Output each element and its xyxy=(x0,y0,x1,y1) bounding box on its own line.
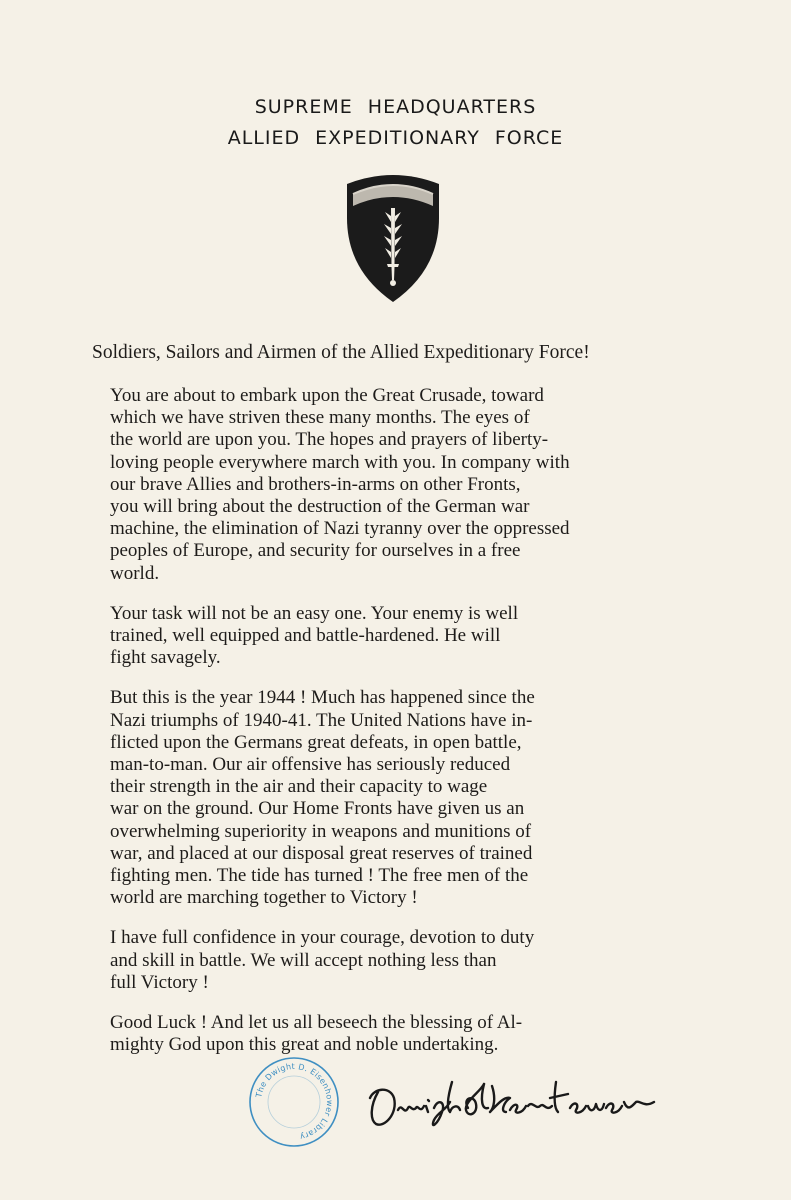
text-line: You are about to embark upon the Great Crusade, toward xyxy=(110,385,544,406)
text-line: you will bring about the destruction of the German war xyxy=(110,496,530,518)
text-line: But this is the year 1944 ! Much has happened since the xyxy=(110,687,535,709)
paragraph-1 xyxy=(110,385,670,585)
text-line: man-to-man. Our air offensive has seriously reduced xyxy=(110,754,511,776)
text-line: loving people everywhere march with you. In company with xyxy=(110,451,570,473)
text-line: fighting men. The tide has turned ! The free men of the xyxy=(110,865,529,887)
text-line: fight savagely. xyxy=(110,647,221,669)
text-line: world are marching together to Victory ! xyxy=(110,887,418,909)
shaef-insignia-icon xyxy=(345,172,441,304)
text-line: and skill in battle. We will accept nothing less than xyxy=(110,949,497,971)
paragraph-5 xyxy=(110,1012,670,1056)
text-line: Your task will not be an easy one. Your enemy is well xyxy=(110,602,519,624)
svg-text:The Dwight D. Eisenhower Libra xyxy=(254,1062,334,1142)
text-line: flicted upon the Germans great defeats, in open battle, xyxy=(110,731,522,753)
letterhead-line-1: SUPREME HEADQUARTERS xyxy=(254,96,537,118)
stamp-text: The Dwight D. Eisenhower Library xyxy=(254,1061,335,1142)
text-line: peoples of Europe, and security for ourselves in a free xyxy=(110,540,521,562)
text-line: I have full confidence in your courage, devotion to duty xyxy=(110,927,535,949)
text-line: their strength in the air and their capacity to wage xyxy=(110,776,488,798)
text-line: mighty God upon this great and noble undertaking. xyxy=(110,1034,499,1056)
library-stamp-icon xyxy=(248,1056,340,1148)
salutation: Soldiers, Sailors and Airmen of the Allied Expeditionary Force! xyxy=(92,342,590,363)
paragraph-3 xyxy=(110,687,670,909)
paragraph-2 xyxy=(110,603,670,670)
eisenhower-signature-icon xyxy=(364,1072,674,1134)
text-line: overwhelming superiority in weapons and munitions of xyxy=(110,820,532,842)
text-line: war, and placed at our disposal great reserves of trained xyxy=(110,842,533,864)
text-line: which we have striven these many months. The eyes of xyxy=(110,407,530,429)
text-line: war on the ground. Our Home Fronts have given us an xyxy=(110,798,525,820)
text-line: our brave Allies and brothers-in-arms on other Fronts, xyxy=(110,473,521,495)
paragraph-4 xyxy=(110,927,670,994)
text-line: Nazi triumphs of 1940-41. The United Nations have in- xyxy=(110,709,533,731)
text-line: full Victory ! xyxy=(110,971,209,993)
letterhead-line-2: ALLIED EXPEDITIONARY FORCE xyxy=(227,127,564,149)
message-body xyxy=(110,385,670,1074)
text-line: world. xyxy=(110,562,160,584)
text-line: the world are upon you. The hopes and prayers of liberty- xyxy=(110,429,549,451)
text-line: Good Luck ! And let us all beseech the blessing of Al- xyxy=(110,1012,523,1034)
text-line: trained, well equipped and battle-hardened. He will xyxy=(110,625,501,647)
text-line: machine, the elimination of Nazi tyranny over the oppressed xyxy=(110,518,570,540)
letterhead xyxy=(0,92,791,154)
